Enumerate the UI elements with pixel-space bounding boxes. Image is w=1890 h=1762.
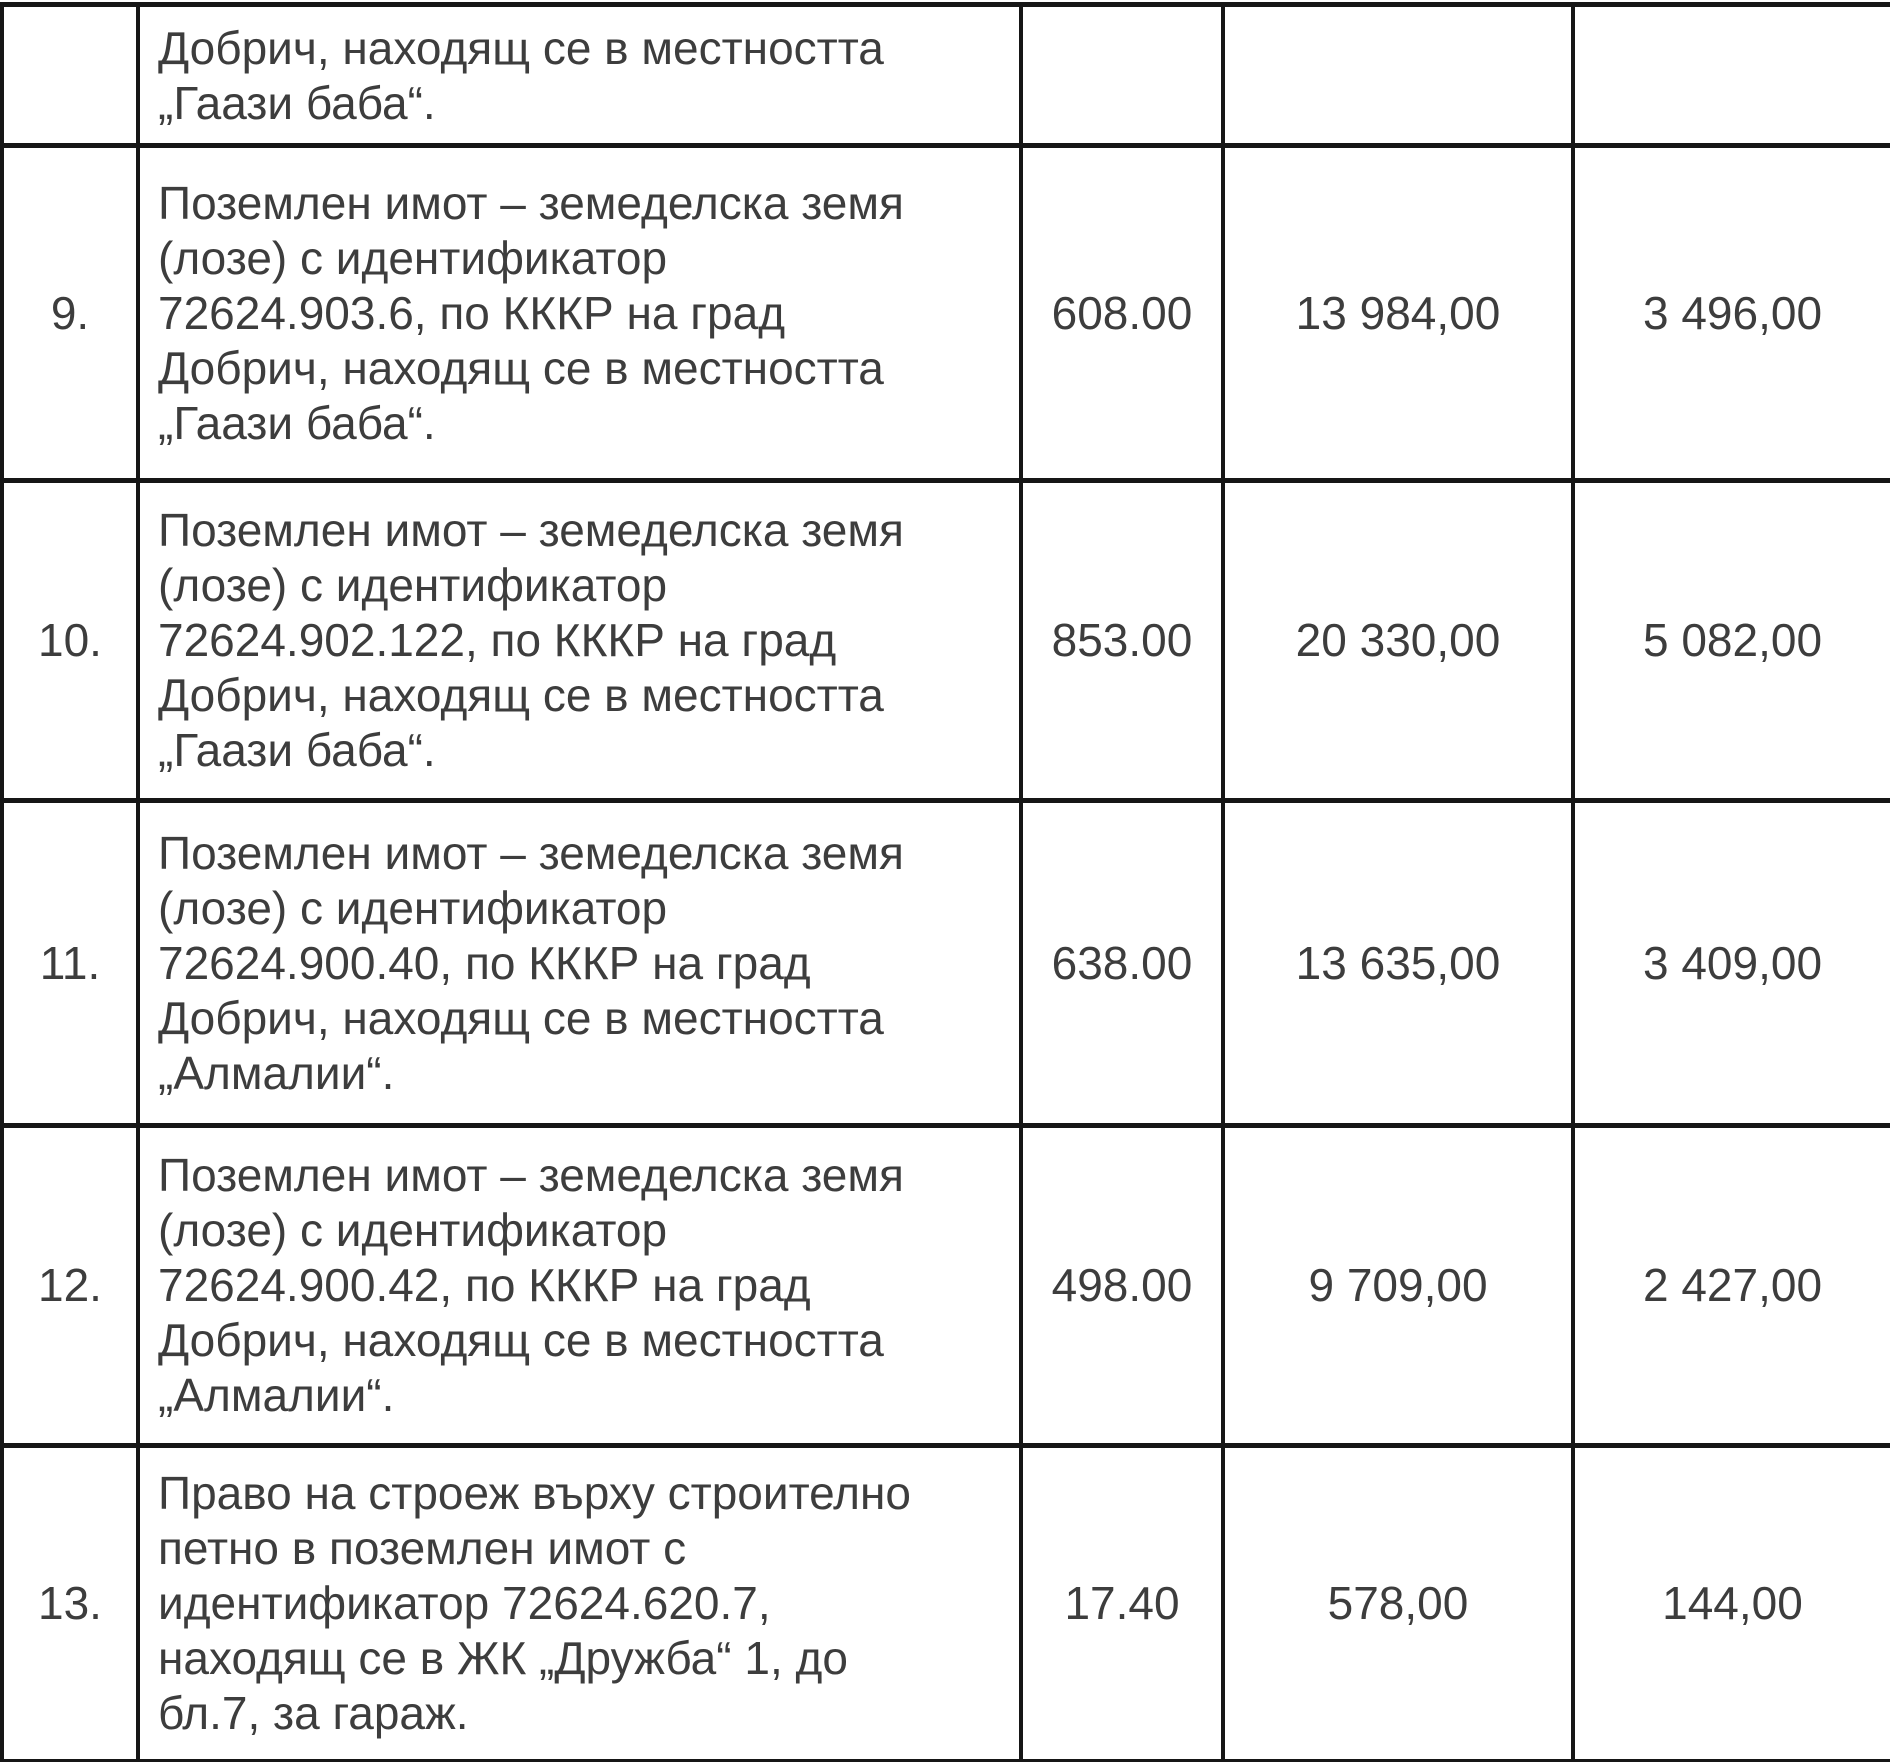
description-line: Добрич, находящ се в местността [158,1314,884,1366]
description-line: „Гаази баба“. [158,77,436,129]
description-line: 72624.900.42, по КККР на град [158,1259,811,1311]
value-cell-1: 9 709,00 [1223,1126,1573,1446]
description-line: Поземлен имот – земеделска земя [158,1149,904,1201]
table-row [2,5,1890,146]
value-cell-2: 2 427,00 [1573,1126,1890,1446]
table-row [2,1446,1890,1762]
area-cell: 608.00 [1021,146,1223,481]
row-number-cell: 12. [2,1126,138,1446]
description-line: „Алмалии“. [158,1369,395,1421]
row-number-cell: 9. [2,146,138,481]
area-cell: 638.00 [1021,801,1223,1126]
description-line: Поземлен имот – земеделска земя [158,176,904,229]
document-page [0,2,1890,1762]
table-row [2,801,1890,1126]
description-cell [138,5,1021,146]
description-cell [138,1446,1021,1762]
row-number-cell: 11. [2,801,138,1126]
area-cell: 498.00 [1021,1126,1223,1446]
description-line: (лозе) с идентификатор [158,1204,668,1256]
description-line: Добрич, находящ се в местността [158,669,884,721]
description-line: 72624.903.6, по КККР на град [158,286,786,339]
area-cell [1021,5,1223,146]
value-cell-2: 3 496,00 [1573,146,1890,481]
description-line: „Алмалии“. [158,1046,395,1099]
area-cell: 17.40 [1021,1446,1223,1762]
description-line: находящ се в ЖК „Дружба“ 1, до [158,1632,848,1684]
description-cell [138,146,1021,481]
description-line: бл.7, за гараж. [158,1687,469,1739]
description-line: Поземлен имот – земеделска земя [158,504,904,556]
description-line: „Гаази баба“. [158,724,436,776]
value-cell-1: 20 330,00 [1223,481,1573,801]
description-cell [138,1126,1021,1446]
description-line: Добрич, находящ се в местността [158,22,884,74]
description-line: Право на строеж върху строително [158,1467,912,1519]
value-cell-2: 5 082,00 [1573,481,1890,801]
description-line: идентификатор 72624.620.7, [158,1577,771,1629]
value-cell-1: 578,00 [1223,1446,1573,1762]
value-cell-2: 3 409,00 [1573,801,1890,1126]
description-line: (лозе) с идентификатор [158,559,668,611]
value-cell-1 [1223,5,1573,146]
value-cell-2: 144,00 [1573,1446,1890,1762]
row-number-cell [2,5,138,146]
table-row [2,1126,1890,1446]
property-table [0,2,1890,1762]
description-line: петно в поземлен имот с [158,1522,687,1574]
description-line: Добрич, находящ се в местността [158,991,884,1044]
row-number-cell: 10. [2,481,138,801]
row-number-cell: 13. [2,1446,138,1762]
value-cell-2 [1573,5,1890,146]
table-row [2,146,1890,481]
value-cell-1: 13 635,00 [1223,801,1573,1126]
description-line: 72624.902.122, по КККР на град [158,614,837,666]
table-body [2,5,1890,1762]
description-line: (лозе) с идентификатор [158,881,668,934]
area-cell: 853.00 [1021,481,1223,801]
description-line: 72624.900.40, по КККР на град [158,936,811,989]
description-line: Поземлен имот – земеделска земя [158,826,904,879]
description-cell [138,481,1021,801]
description-line: Добрич, находящ се в местността [158,341,884,394]
description-line: (лозе) с идентификатор [158,231,668,284]
description-cell [138,801,1021,1126]
description-line: „Гаази баба“. [158,396,436,449]
value-cell-1: 13 984,00 [1223,146,1573,481]
table-row [2,481,1890,801]
